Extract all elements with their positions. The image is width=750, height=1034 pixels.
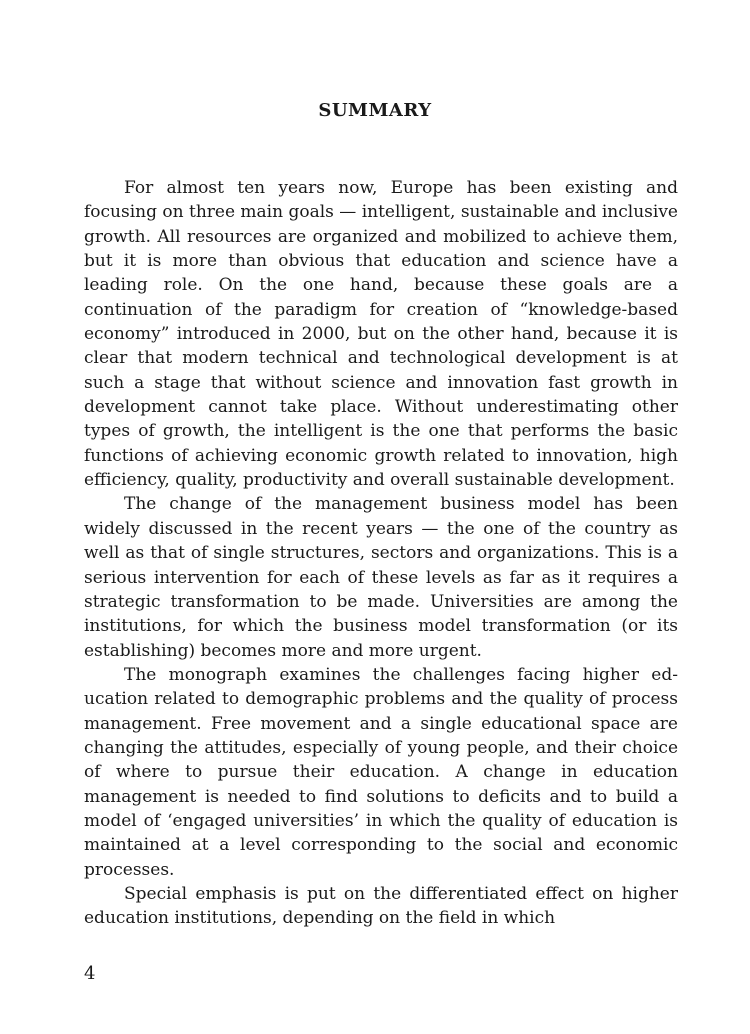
paragraph: The monograph examines the challenges facing higher education related to demographic problems and the quality of process management. Free movement and a single educational space are changing the attitudes, especially of young people, and their choice of where to pursue their education. A change in education management is needed to find solutions to deficits and to build a model of ‘engaged universities’ in which the quality of education is maintained at a level corresponding to the social and economic processes. <box>84 664 678 880</box>
paragraph: The change of the management business model has been widely discussed in the recent years — the one of the country as well as that of single structures, sectors and organizations. This is a serious intervention for each of these levels as far as it requires a strategic transformation to be made. Universities are among the institutions, for which the business model transformation (or its establishing) becomes more and more urgent. <box>84 494 678 661</box>
page-title: SUMMARY <box>318 100 432 121</box>
page-number: 4 <box>84 963 96 984</box>
summary-body <box>84 176 678 931</box>
paragraph: For almost ten years now, Europe has been existing and focusing on three main goals — intelligent, sustainable and inclusive growth. All resources are organized and mobilized to achieve them, but it is more than obvious that education and science have a leading role. On the one hand, because these goals are a continuation of the paradigm for creation of “knowledge-based economy” introduced in 2000, but on the other hand, because it is clear that modern technical and technological development is at such a stage that without science and innovation fast growth in development cannot take place. Without underestimating other types of growth, the intelligent is the one that performs the basic functions of achieving economic growth related to innovation, high efficiency, quality, productivity and overall sustainable development. <box>84 178 678 491</box>
paragraph: Special emphasis is put on the differentiated effect on higher education institutions, depending on the field in which <box>84 883 678 929</box>
